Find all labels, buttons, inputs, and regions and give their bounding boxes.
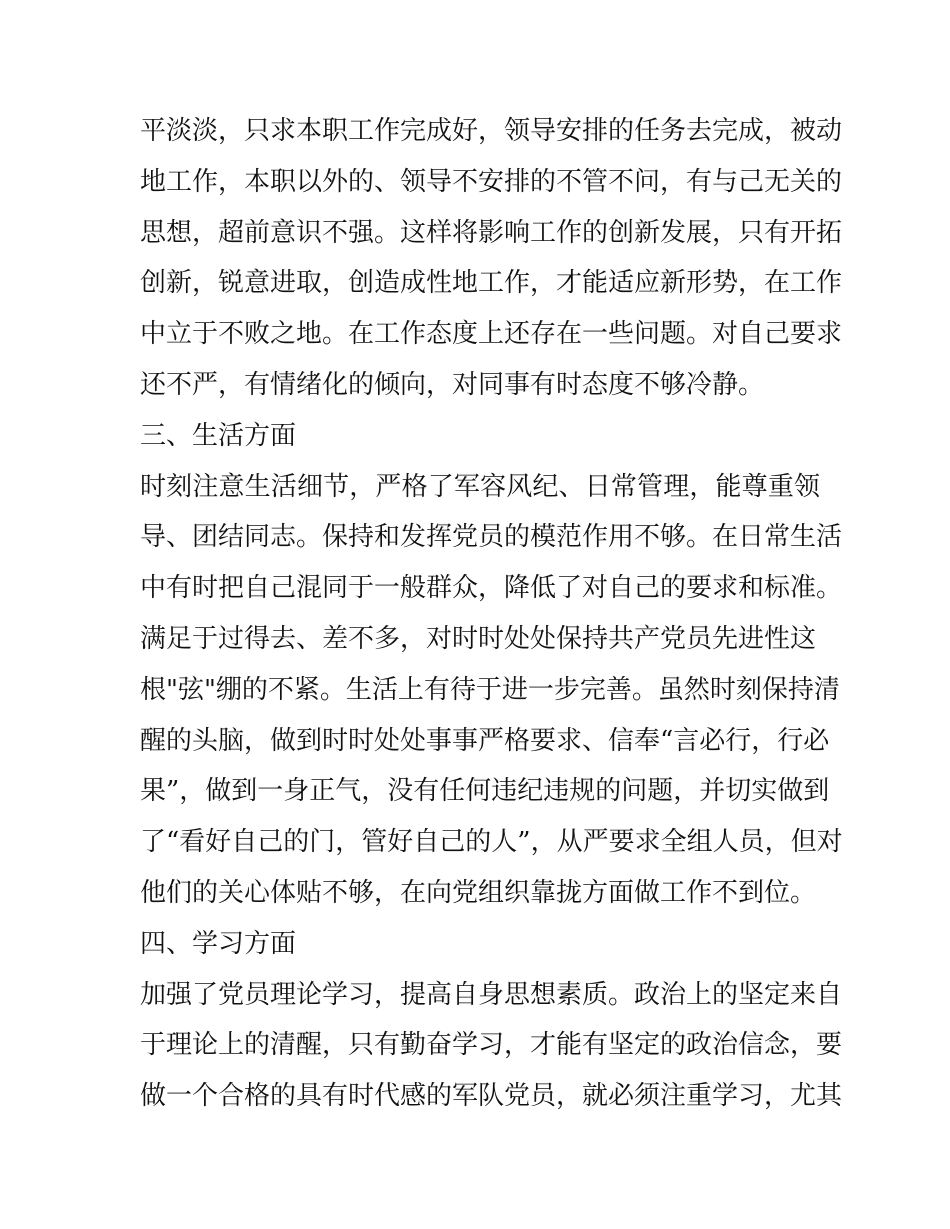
text-line: 地工作，本职以外的、领导不安排的不管不问，有与己无关的 bbox=[140, 166, 843, 197]
text-line: 果”，做到一身正气，没有任何违纪违规的问题，并切实做到 bbox=[140, 776, 830, 807]
text-line: 中立于不败之地。在工作态度上还存在一些问题。对自己要求 bbox=[140, 319, 843, 350]
section-heading: 四、学习方面 bbox=[140, 928, 297, 959]
text-line: 时刻注意生活细节，严格了军容风纪、日常管理，能尊重领 bbox=[140, 471, 820, 502]
text-line: 于理论上的清醒，只有勤奋学习，才能有坚定的政治信念，要 bbox=[140, 1030, 843, 1061]
section-heading: 三、生活方面 bbox=[140, 420, 297, 451]
text-line: 满足于过得去、差不多，对时时处处保持共产党员先进性这 bbox=[140, 623, 817, 654]
text-line: 创新，锐意进取，创造成性地工作，才能适应新形势，在工作 bbox=[140, 268, 843, 299]
text-line: 中有时把自己混同于一般群众，降低了对自己的要求和标准。 bbox=[140, 573, 843, 604]
text-line: 根"弦"绷的不紧。生活上有待于进一步完善。虽然时刻保持清 bbox=[140, 674, 840, 705]
text-line: 他们的关心体贴不够，在向党组织靠拢方面做工作不到位。 bbox=[140, 877, 817, 908]
text-line: 醒的头脑，做到时时处处事事严格要求、信奉“言必行，行必 bbox=[140, 725, 830, 756]
text-line: 思想，超前意识不强。这样将影响工作的创新发展，只有开拓 bbox=[140, 217, 843, 248]
text-line: 还不严，有情绪化的倾向，对同事有时态度不够冷静。 bbox=[140, 369, 765, 400]
text-line: 了“看好自己的门，管好自己的人”，从严要求全组人员，但对 bbox=[140, 827, 843, 858]
text-line: 导、团结同志。保持和发挥党员的模范作用不够。在日常生活 bbox=[140, 522, 843, 553]
text-line: 做一个合格的具有时代感的军队党员，就必须注重学习，尤其 bbox=[140, 1081, 843, 1112]
text-line: 平淡淡，只求本职工作完成好，领导安排的任务去完成，被动 bbox=[140, 116, 843, 146]
text-line: 加强了党员理论学习，提高自身思想素质。政治上的坚定来自 bbox=[140, 979, 843, 1010]
document-body bbox=[140, 106, 843, 1122]
